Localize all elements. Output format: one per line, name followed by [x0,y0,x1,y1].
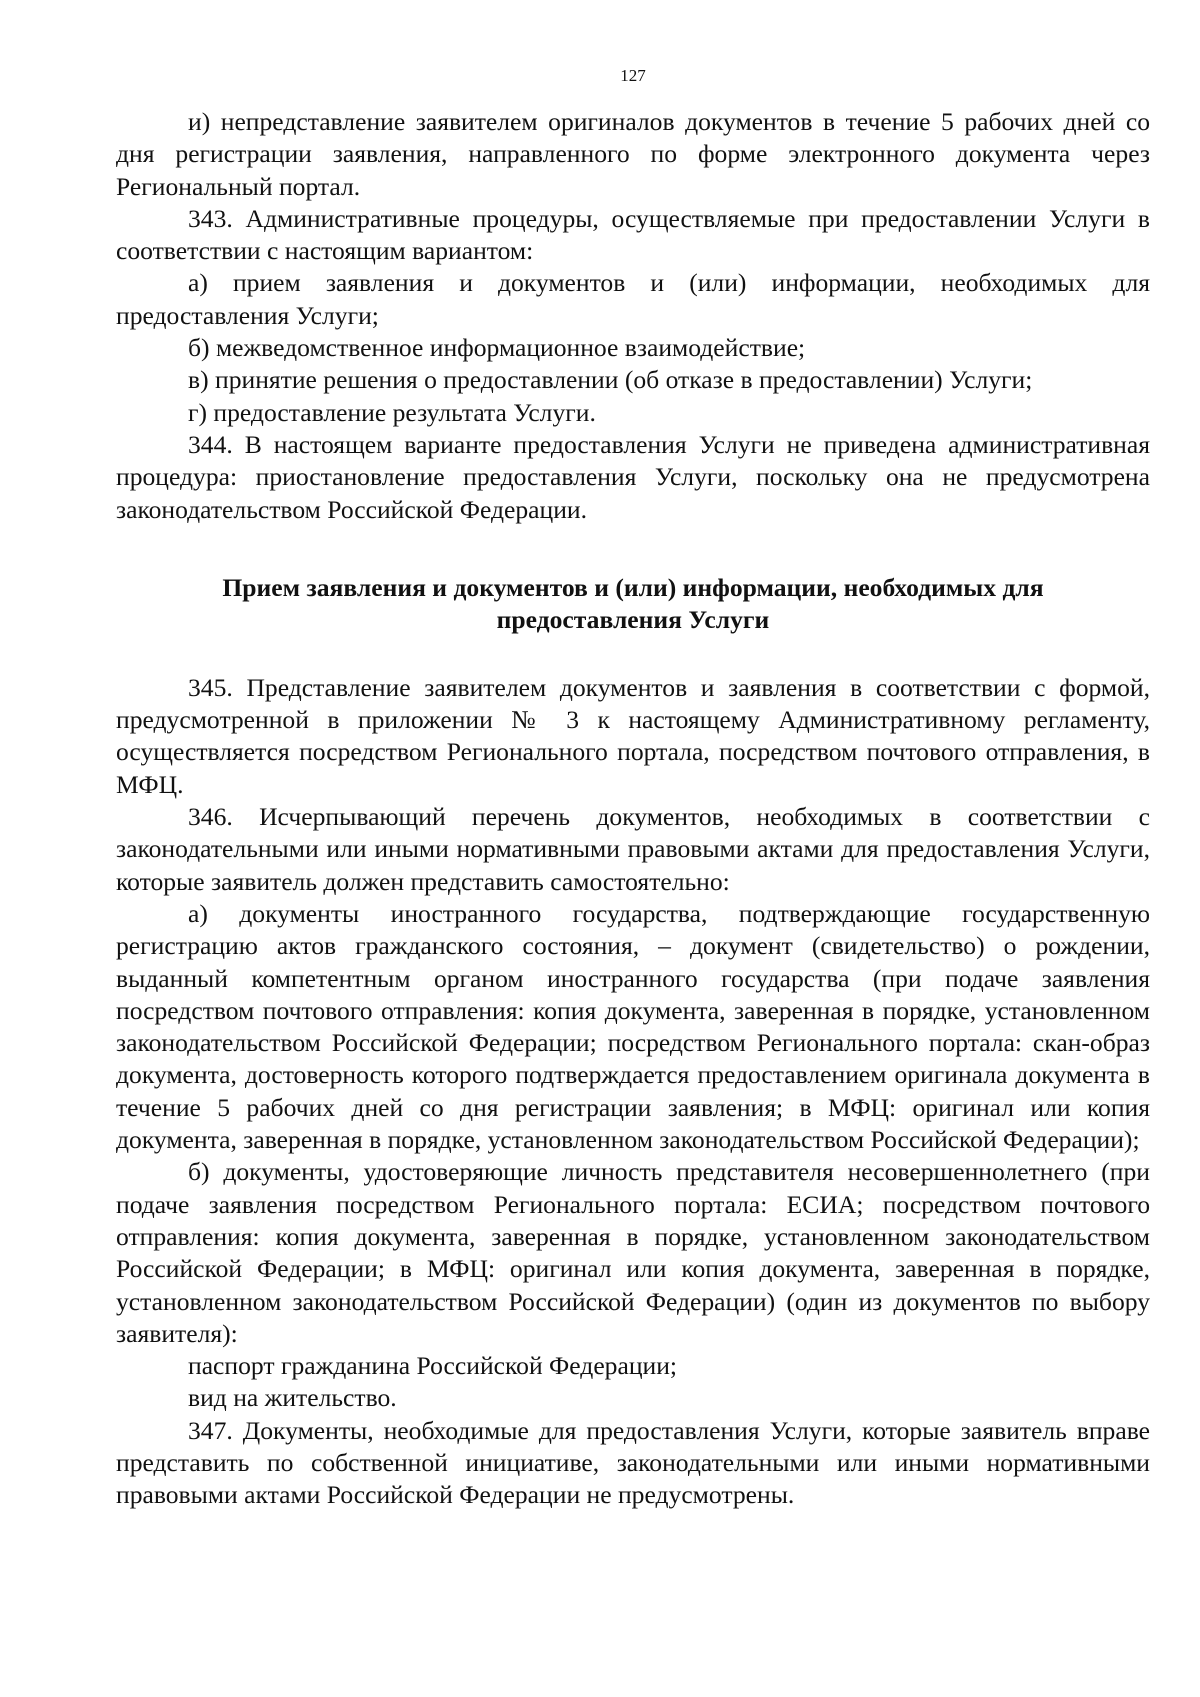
paragraph-346-b: б) документы, удостоверяющие личность представителя несовершеннолетнего (при подаче заявления посредством Регионального портала: ЕСИА; посредством почтового отправления: копия документа, заверенная в порядке, установленном законодательством Российской Федерации; в МФЦ: оригинал или копия документа, заверенная в порядке, установленном законодательством Российской Федерации) (один из документов по выбору заявителя): [116,1157,1150,1348]
paragraph-343-g: г) предоставление результата Услуги. [188,397,596,427]
section-heading: Прием заявления и документов и (или) информации, необходимых для предоставления Услуги [222,572,1044,634]
paragraph-343-a: а) прием заявления и документов и (или) информации, необходимых для предоставления Услуги; [116,268,1150,330]
section-bottom [116,672,1150,1512]
paragraph-347: 347. Документы, необходимые для предоставления Услуги, которые заявитель вправе представить по собственной инициативе, законодательными или иными нормативными правовыми актами Российской Федерации не предусмотрены. [116,1415,1150,1510]
list-item-passport: паспорт гражданина Российской Федерации; [188,1351,678,1381]
paragraph-343: 343. Административные процедуры, осуществляемые при предоставлении Услуги в соответствии с настоящим вариантом: [116,203,1150,266]
page-number: 127 [620,66,646,85]
paragraph-346: 346. Исчерпывающий перечень документов, необходимых в соответствии с законодательными или иными нормативными правовыми актами для предоставления Услуги, которые заявитель должен представить самостоятельно: [116,802,1150,896]
paragraph-343-v: в) принятие решения о предоставлении (об отказе в предоставлении) Услуги; [188,365,1033,395]
section-top [116,106,1150,526]
paragraph-344: 344. В настоящем варианте предоставления Услуги не приведена административная процедура: приостановление предоставления Услуги, поскольку она не предусмотрена законодательством Российской Федерации. [116,429,1150,524]
paragraph-345: 345. Представление заявителем документов и заявления в соответствии с формой, предусмотренной в приложении № 3 к настоящему Административному регламенту, осуществляется посредством Регионального портала, посредством почтового отправления, в МФЦ. [116,672,1150,799]
paragraph-346-a: а) документы иностранного государства, подтверждающие государственную регистрацию актов гражданского состояния, – документ (свидетельство) о рождении, выданный компетентным органом иностранного государства (при подаче заявления посредством почтового отправления: копия документа, заверенная в порядке, установленном законодательством Российской Федерации; посредством Регионального портала: скан-образ документа, достоверность которого подтверждается предоставлением оригинала документа в течение 5 рабочих дней со дня регистрации заявления; в МФЦ: оригинал или копия документа, заверенная в порядке, установленном законодательством Российской Федерации); [116,898,1150,1155]
list-item-residence-permit: вид на жительство. [188,1383,397,1413]
paragraph-343-b: б) межведомственное информационное взаимодействие; [188,333,806,363]
paragraph-i: и) непредставление заявителем оригиналов документов в течение 5 рабочих дней со дня регистрации заявления, направленного по форме электронного документа через Региональный портал. [116,107,1150,201]
